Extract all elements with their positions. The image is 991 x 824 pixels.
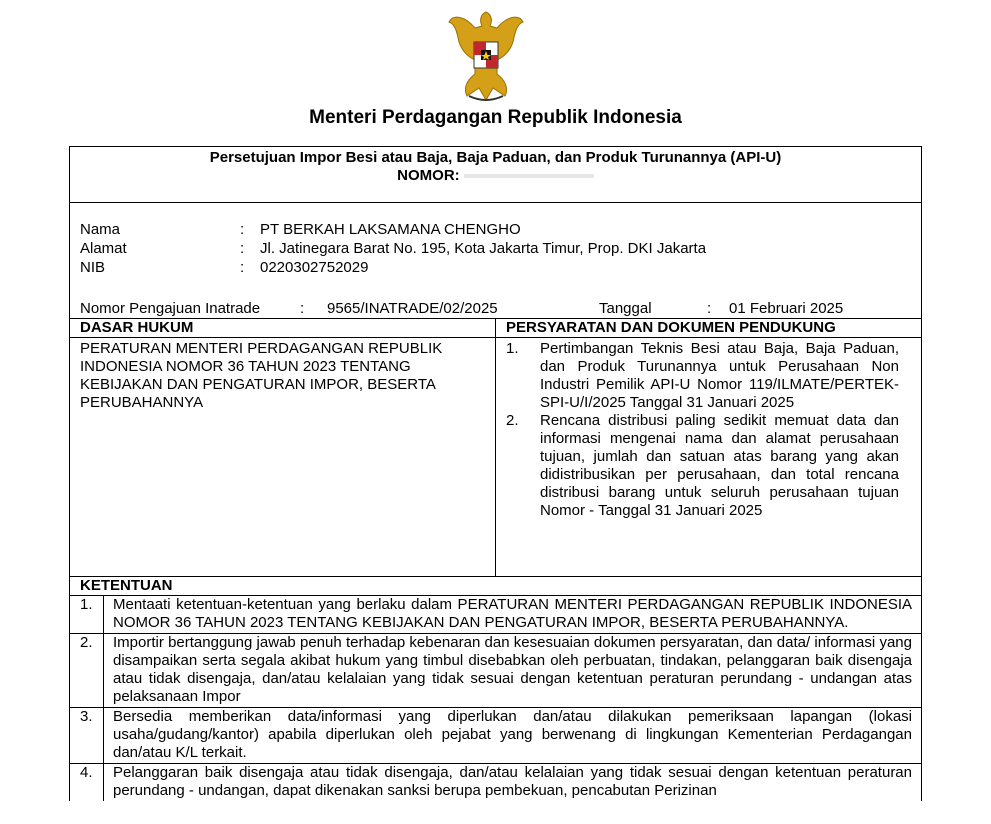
dasar-hukum-heading: DASAR HUKUM <box>70 319 495 338</box>
persyaratan-section <box>496 319 921 576</box>
dasar-hukum-section <box>70 319 496 576</box>
pengajuan-label: Nomor Pengajuan Inatrade <box>80 300 261 317</box>
dasar-hukum-text: PERATURAN MENTERI PERDAGANGAN REPUBLIK INDONESIA NOMOR 36 TAHUN 2023 TENTANG KEBIJAKAN DAN PENGATURAN IMPOR, BESERTA PERUBAHANNYA <box>80 340 443 411</box>
nib-label: NIB <box>80 259 106 276</box>
tanggal-label: Tanggal <box>599 300 652 317</box>
list-item: 2. Rencana distribusi paling sedikit memuat data dan informasi mengenai nama dan alamat perusahaan tujuan, jumlah dan satuan atas barang yang akan didistribusikan per perusahaan, dan total rencana distribusi barang untuk seluruh perusahaan tujuan Nomor - Tanggal 31 Januari 2025 <box>506 412 899 519</box>
tanggal-value: 01 Februari 2025 <box>729 300 844 317</box>
document-header <box>70 147 921 203</box>
company-info: Nama : PT BERKAH LAKSAMANA CHENGHO Alamat : Jl. Jatinegara Barat No. 195, Kota Jakarta Timur, Prop. DKI Jakarta NIB : 0220302752029 Nomor Pengajuan Inatrade : 9565/INATRADE/02/2025 Tanggal : 01 Februari 2025 <box>80 221 844 317</box>
nomor-redacted <box>464 174 594 178</box>
nomor-label: NOMOR: <box>397 167 460 184</box>
nama-value: PT BERKAH LAKSAMANA CHENGHO <box>260 221 521 238</box>
alamat-label: Alamat <box>80 240 127 257</box>
list-item: 1. Pertimbangan Teknis Besi atau Baja, Baja Paduan, dan Produk Turunannya untuk Perusahaan Non Industri Pemilik API-U Nomor 119/ILMATE/PERTEK-SPI-U/I/2025 Tanggal 31 Januari 2025 <box>506 340 899 411</box>
document-subtitle: Persetujuan Impor Besi atau Baja, Baja Paduan, dan Produk Turunannya (API-U) <box>209 149 782 166</box>
list-item: 1. Mentaati ketentuan-ketentuan yang berlaku dalam PERATURAN MENTERI PERDAGANGAN REPUBLIK INDONESIA NOMOR 36 TAHUN 2023 TENTANG KEBIJAKAN DAN PENGATURAN IMPOR, BESERTA PERUBAHANNYA. <box>70 595 921 633</box>
ketentuan-heading: KETENTUAN <box>70 576 921 595</box>
page-title: Menteri Perdagangan Republik Indonesia <box>309 107 682 128</box>
alamat-value: Jl. Jatinegara Barat No. 195, Kota Jakarta Timur, Prop. DKI Jakarta <box>260 240 707 257</box>
list-item: 4. Pelanggaran baik disengaja atau tidak disengaja, dan/atau kelalaian yang tidak sesuai dengan ketentuan peraturan perundang - undangan, dapat dikenakan sanksi berupa pembekuan, pencabutan Perizinan <box>70 763 921 801</box>
nib-value: 0220302752029 <box>260 259 369 276</box>
pengajuan-value: 9565/INATRADE/02/2025 <box>327 300 498 317</box>
document-table <box>69 146 922 801</box>
nama-label: Nama <box>80 221 121 238</box>
list-item: 2. Importir bertanggung jawab penuh terhadap kebenaran dan kesesuaian dokumen persyaratan, dan data/ informasi yang disampaikan serta segala akibat hukum yang timbul disebabkan oleh perbuatan, tindakan, pelanggaran baik disengaja atau tidak disengaja, dan/atau kelalaian yang tidak sesuai dengan ketentuan peraturan perundang - undangan atas pelaksanaan Impor <box>70 633 921 707</box>
persyaratan-heading: PERSYARATAN DAN DOKUMEN PENDUKUNG <box>496 319 921 338</box>
garuda-pancasila-emblem <box>445 8 527 106</box>
list-item: 3. Bersedia memberikan data/informasi yang diperlukan dan/atau dilakukan pemeriksaan lapangan (lokasi usaha/gudang/kantor) apabila diperlukan oleh pejabat yang berwenang di lingkungan Kementerian Perdagangan dan/atau K/L terkait. <box>70 707 921 763</box>
